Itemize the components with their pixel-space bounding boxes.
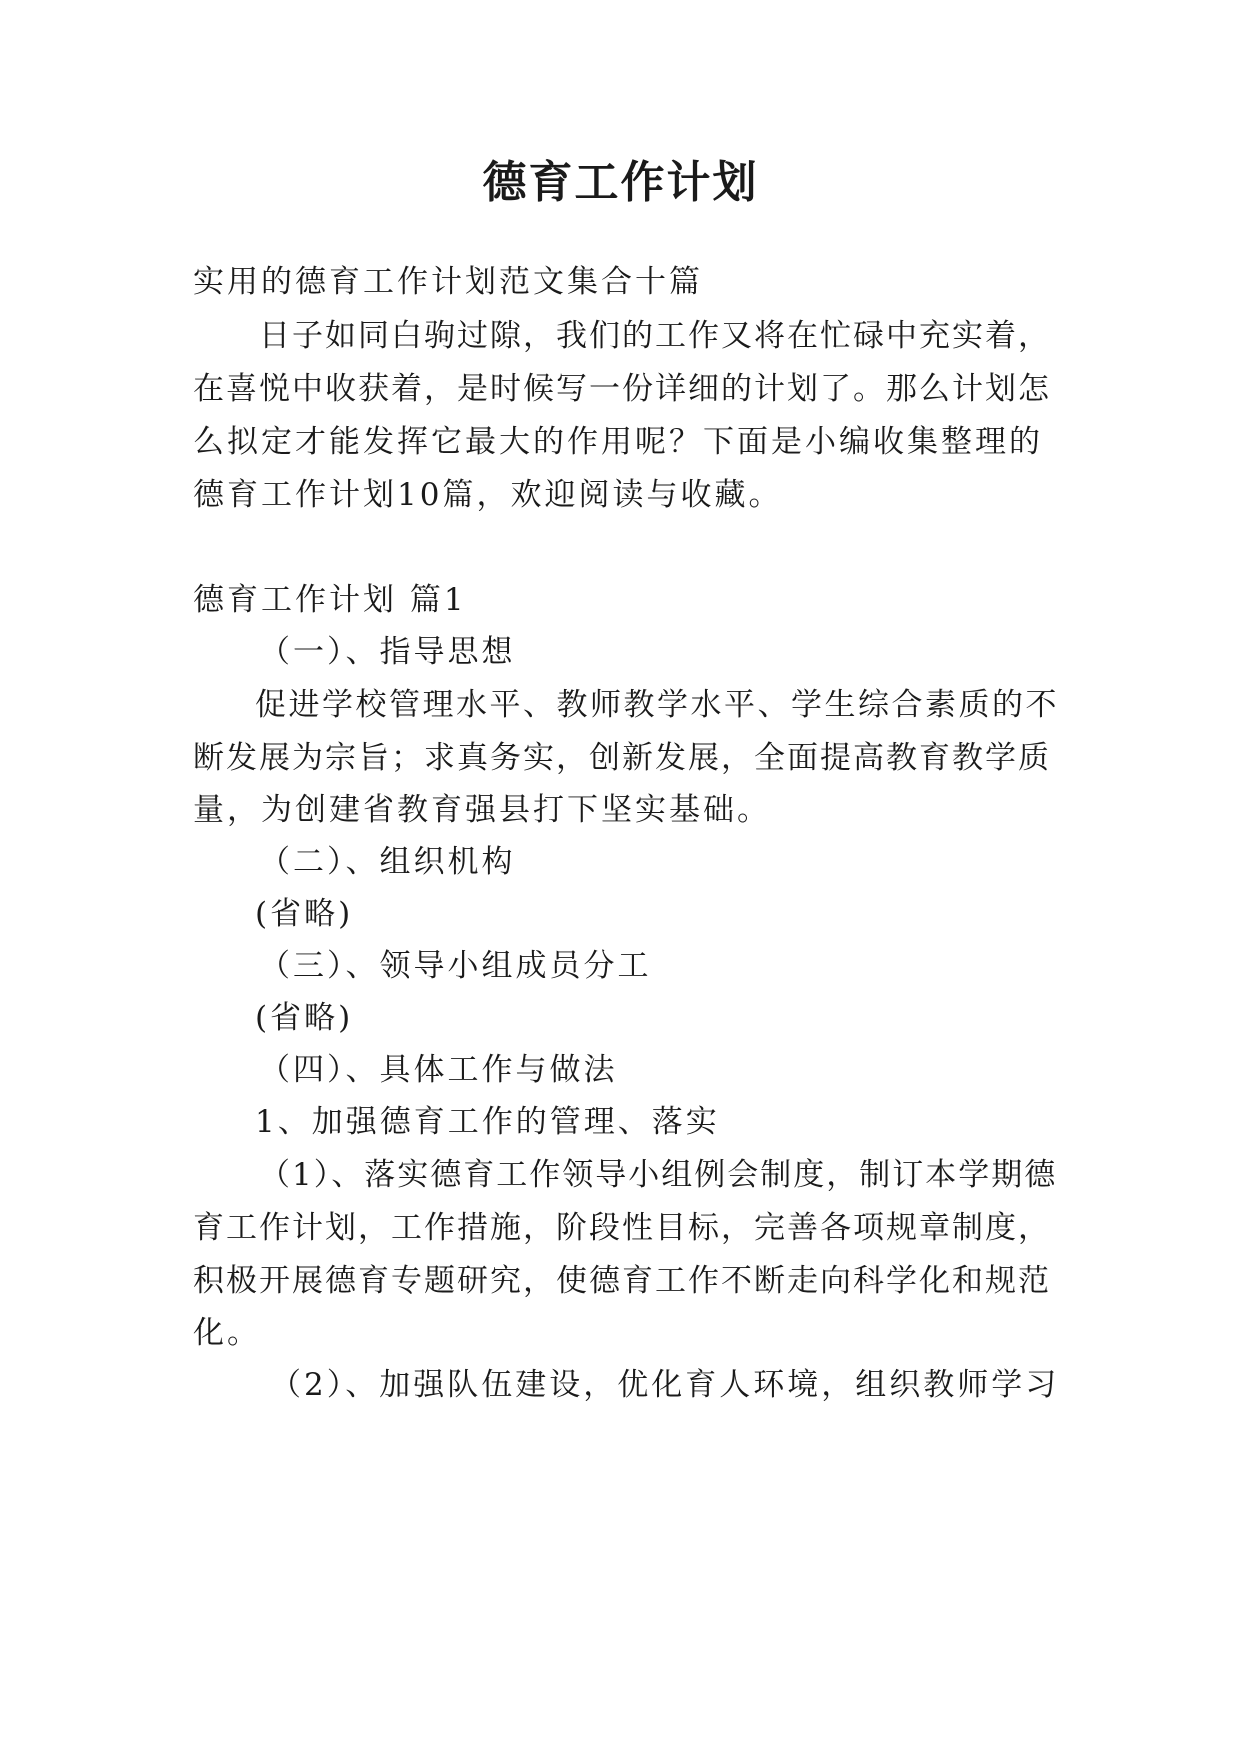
s2-body: (省略) [255,896,354,932]
item1-1-line-3: 积极开展德育专题研究，使德育工作不断走向科学化和规范 [193,1263,1051,1299]
s2-heading: （二）、组织机构 [259,844,516,880]
intro-line-3: 么拟定才能发挥它最大的作用呢？下面是小编收集整理的 [193,424,1043,460]
item1-2-line-1: （2）、加强队伍建设，优化育人环境，组织教师学习 [270,1367,1060,1403]
item1-1-line-4: 化。 [193,1315,261,1351]
s1-heading: （一）、指导思想 [259,634,516,670]
item1-1-line-2: 育工作计划，工作措施，阶段性目标，完善各项规章制度， [193,1210,1051,1246]
s3-body: (省略) [255,1000,354,1036]
item1-1-line-1: （1）、落实德育工作领导小组例会制度，制订本学期德 [259,1157,1058,1193]
s4-heading: （四）、具体工作与做法 [259,1052,618,1088]
intro-line-1: 日子如同白驹过隙，我们的工作又将在忙碌中充实着， [259,318,1051,354]
s1-line-2: 断发展为宗旨；求真务实，创新发展，全面提高教育教学质 [193,740,1051,776]
document-subtitle: 实用的德育工作计划范文集合十篇 [193,264,703,300]
section-heading: 德育工作计划 篇1 [193,582,467,618]
intro-line-4: 德育工作计划10篇，欢迎阅读与收藏。 [193,477,783,513]
item1-heading: 1、加强德育工作的管理、落实 [255,1104,720,1140]
s3-heading: （三）、领导小组成员分工 [259,948,652,984]
intro-line-2: 在喜悦中收获着，是时候写一份详细的计划了。那么计划怎 [193,371,1051,407]
s1-line-3: 量，为创建省教育强县打下坚实基础。 [193,792,771,828]
s1-line-1: 促进学校管理水平、教师教学水平、学生综合素质的不 [255,687,1059,723]
document-title: 德育工作计划 [482,157,759,208]
